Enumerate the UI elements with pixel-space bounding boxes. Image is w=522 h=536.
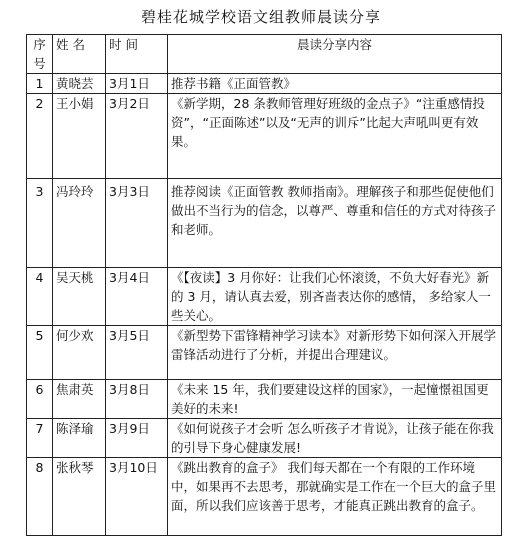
- table-row: [27, 74, 502, 94]
- row-time: 3月8日: [106, 380, 168, 419]
- row-time: 3月3日: [106, 179, 168, 268]
- row-no: 3: [27, 179, 53, 268]
- table-row: [27, 458, 502, 536]
- row-content: 《【夜读】3 月你好：让我们心怀滚烫，不负大好春光》新的 3 月，请认真去爱，别吝啬表达你的感情， 多给家人一些关心。: [168, 268, 502, 326]
- row-name: 冯玲玲: [53, 179, 106, 268]
- row-content: 《如何说孩子才会听 怎么听孩子才肯说》，让孩子能在你我的引导下身心健康发展!: [168, 419, 502, 458]
- row-content: 推荐书籍《正面管教》: [168, 74, 502, 94]
- row-time: 3月2日: [106, 94, 168, 179]
- row-no: 1: [27, 74, 53, 94]
- row-name: 何少欢: [53, 326, 106, 380]
- reading-share-table: [26, 34, 502, 536]
- row-time: 3月9日: [106, 419, 168, 458]
- row-content: 推荐阅读《正面管教 教师指南》。理解孩子和那些促使他们做出不当行为的信念，以尊严、尊重和信任的方式对待孩子和老师。: [168, 179, 502, 268]
- table-row: [27, 179, 502, 268]
- row-content: 《未来 15 年，我们要建设这样的国家》，一起憧憬祖国更美好的未来!: [168, 380, 502, 419]
- table-row: [27, 94, 502, 179]
- header-content: 晨读分享内容: [168, 35, 502, 74]
- table-row: [27, 380, 502, 419]
- row-content: 《新学期，28 条教师管理好班级的金点子》“注重感情投资”，“正面陈述”以及“无声的训斥”比起大声吼叫更有效果。: [168, 94, 502, 179]
- row-no: 6: [27, 380, 53, 419]
- row-name: 吴天桃: [53, 268, 106, 326]
- row-name: 焦肃英: [53, 380, 106, 419]
- table-header-row: [27, 35, 502, 74]
- row-no: 7: [27, 419, 53, 458]
- row-time: 3月4日: [106, 268, 168, 326]
- row-name: 王小娟: [53, 94, 106, 179]
- table-row: [27, 419, 502, 458]
- table-row: [27, 268, 502, 326]
- row-no: 8: [27, 458, 53, 536]
- row-time: 3月10日: [106, 458, 168, 536]
- row-content: 《跳出教育的盒子》 我们每天都在一个有限的工作环境中，如果再不去思考，那就确实是工作在一个巨大的盒子里面，所以我们应该善于思考，才能真正跳出教育的盒子。: [168, 458, 502, 536]
- row-no: 5: [27, 326, 53, 380]
- row-time: 3月5日: [106, 326, 168, 380]
- table-row: [27, 326, 502, 380]
- row-content: 《新型势下雷锋精神学习读本》对新形势下如何深入开展学雷锋活动进行了分析，并提出合理建议。: [168, 326, 502, 380]
- document-title: 碧桂花城学校语文组教师晨读分享: [140, 8, 381, 26]
- row-no: 4: [27, 268, 53, 326]
- header-time: 时 间: [106, 35, 168, 74]
- row-time: 3月1日: [106, 74, 168, 94]
- header-name: 姓 名: [53, 35, 106, 74]
- row-name: 黄晓芸: [53, 74, 106, 94]
- header-no: 序号: [27, 35, 53, 74]
- row-name: 陈泽瑜: [53, 419, 106, 458]
- row-no: 2: [27, 94, 53, 179]
- row-name: 张秋琴: [53, 458, 106, 536]
